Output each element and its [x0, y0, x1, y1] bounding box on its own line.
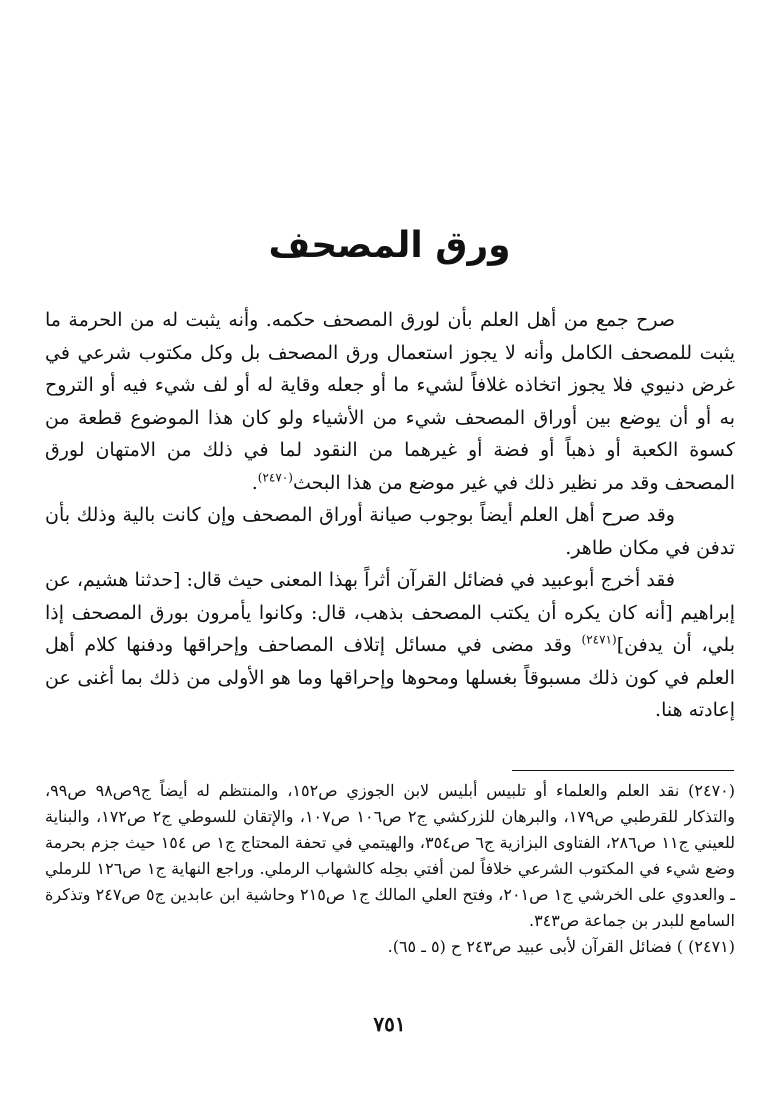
- paragraph-3: [45, 564, 735, 727]
- footnote-ref-2471: (٢٤٧١): [581, 632, 617, 647]
- footnotes: [45, 778, 735, 960]
- paragraph-3-end: وقد مضى في مسائل إتلاف المصاحف وإحراقها ودفنها كلام أهل العلم في كون ذلك مسبوقاً بغسلها ومحوها وإحراقها وما هو الأولى من ذلك بما أغنى عن إعادته هنا.: [45, 634, 735, 721]
- paragraph-1: [45, 304, 735, 499]
- paragraph-3-text: فقد أخرج أبوعبيد في فضائل القرآن أثراً بهذا المعنى حيث قال: [حدثنا هشيم، عن إبراهيم [أنه كان يكره أن يكتب المصحف بذهب، قال: وكانوا يأمرون بورق المصحف إذا بلي، أن يدفن]: [45, 569, 735, 656]
- paragraph-1-end: .: [251, 471, 258, 494]
- footnote-ref-2470: (٢٤٧٠): [257, 470, 293, 485]
- footnote-2470: (٢٤٧٠) نقد العلم والعلماء أو تلبيس أبليس لابن الجوزي ص١٥٢، والمنتظم له أيضاً ج٩ص٩٨ ص٩٩، والتذكار للقرطبي ص١٧٩، والبرهان للزركشي ج٢ ص١٠٦ ص١٠٧، والإتقان للسوطي ج٢ ص١٧٢، والبناية للعيني ج١١ ص٢٨٦، الفتاوى البزازية ج٦ ص٣٥٤، والهيتمي في تحفة المحتاج ج١ ص ١٥٤ حيث جزم بحرمة وضع شيء في المكتوب الشرعي خلافاً لمن أفتي بحِله كالشهاب الرملي. وراجع النهاية ج١ ص١٢٦ للرملي ـ والعدوي على الخرشي ج١ ص٢٠١، وفتح العلي المالك ج١ ص٢١٥ وحاشية ابن عابدين ج٥ ص٢٤٧ وتذكرة السامع للبدر بن جماعة ص٣٤٣.: [45, 781, 736, 930]
- page-number: ٧٥١: [373, 1012, 406, 1036]
- footnote-2471: (٢٤٧١) ) فضائل القرآن لأبى عبيد ص٢٤٣ ح (٥ ـ ٦٥).: [387, 937, 735, 956]
- main-text: [45, 304, 735, 727]
- paragraph-2-text: وقد صرح أهل العلم أيضاً بوجوب صيانة أوراق المصحف وإن كانت بالية وذلك بأن تدفن في مكان طاهر.: [45, 504, 735, 559]
- footnote-separator: [512, 770, 734, 771]
- paragraph-2: [45, 499, 735, 564]
- page-title: ورق المصحف: [268, 225, 511, 266]
- paragraph-1-text: صرح جمع من أهل العلم بأن لورق المصحف حكمه. وأنه يثبت له من الحرمة ما يثبت للمصحف الكامل وأنه لا يجوز استعمال ورق المصحف بل وكل مكتوب شرعي في غرض دنيوي فلا يجوز اتخاذه غلافاً لشيء ما أو جعله وقاية له أو لف شيء فيه أو التروح به أو أن يوضع بين أوراق المصحف شيء من الأشياء ولو كان هذا الموضوع قطعة من كسوة الكعبة أو ذهباً أو فضة أو غيرهما من النقود لما في ذلك من الامتهان لورق المصحف وقد مر نظير ذلك في غير موضع من هذا البحث: [45, 309, 735, 494]
